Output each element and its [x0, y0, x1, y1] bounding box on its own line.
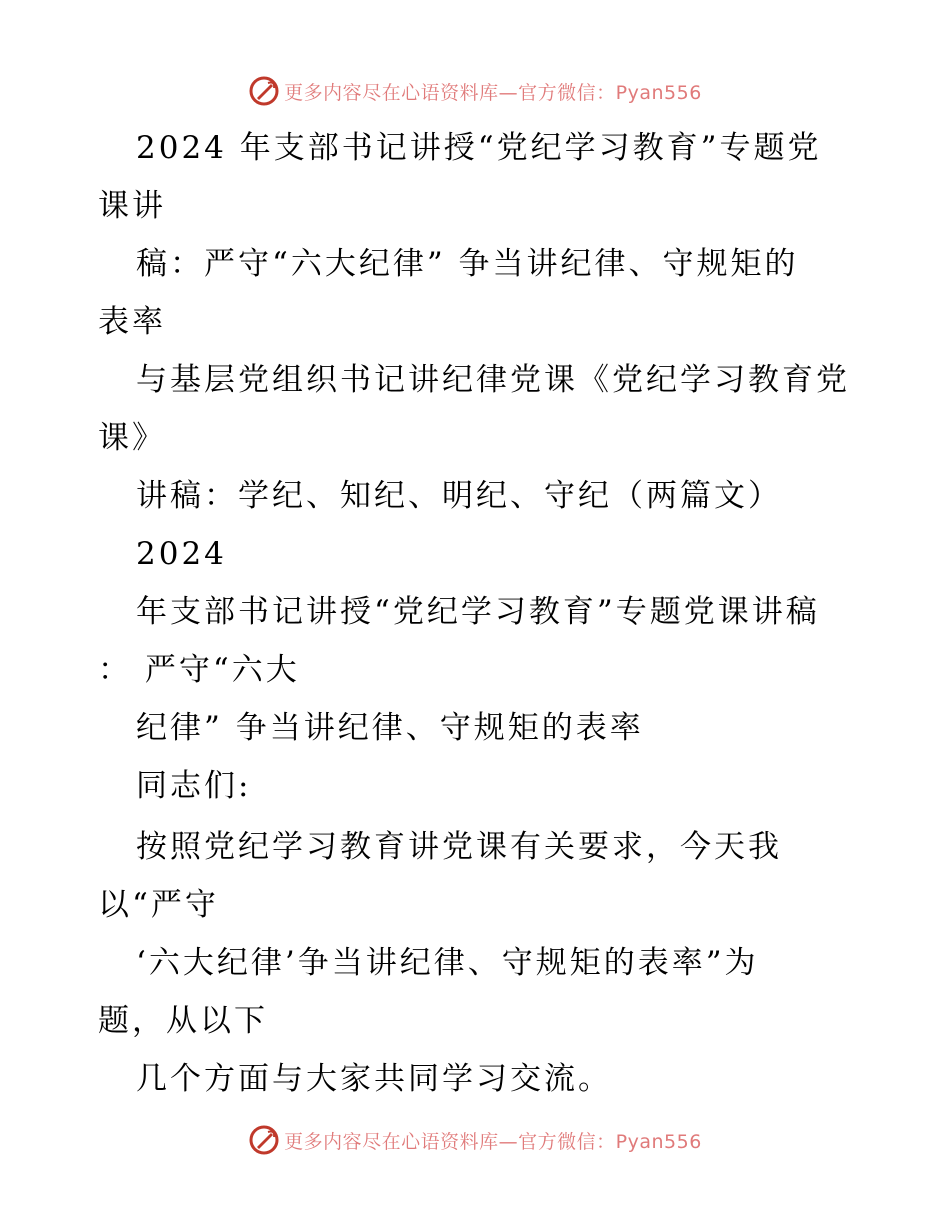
section-title-line-3: 纪律” 争当讲纪律、守规矩的表率	[136, 710, 644, 746]
title-line-1: 2024 年支部书记讲授“党纪学习教育”专题党	[136, 130, 822, 166]
section-title-line-1: 年支部书记讲授“党纪学习教育”专题党课讲稿	[136, 594, 820, 630]
section-year-line: 2024	[136, 536, 227, 572]
title-line-7: 讲稿：学纪、知纪、明纪、守纪（两篇文）	[136, 478, 782, 514]
paragraph-line-4: 题，从以下	[98, 1003, 268, 1039]
paragraph-line-2: 以“严守	[98, 887, 219, 923]
watermark-text: 更多内容尽在心语资料库—官方微信：Pyan556	[284, 1130, 702, 1153]
section-title-line-2: ： 严守“六大	[98, 652, 300, 688]
footer-watermark	[0, 1120, 950, 1160]
paragraph-line-5: 几个方面与大家共同学习交流。	[136, 1061, 612, 1097]
quill-logo-icon	[248, 1124, 280, 1156]
title-line-2: 课讲	[98, 188, 166, 224]
paragraph-line-3: ‘六大纪律’争当讲纪律、守规矩的表率”为	[136, 945, 759, 981]
title-line-5: 与基层党组织书记讲纪律党课《党纪学习教育党	[136, 362, 850, 398]
title-line-6: 课》	[98, 420, 166, 456]
header-watermark	[0, 71, 950, 111]
title-line-4: 表率	[98, 304, 166, 340]
quill-logo-icon	[248, 75, 280, 107]
paragraph-line-1: 按照党纪学习教育讲党课有关要求，今天我	[136, 829, 782, 865]
salutation: 同志们:	[136, 768, 252, 804]
title-line-3: 稿：严守“六大纪律” 争当讲纪律、守规矩的	[136, 246, 799, 282]
watermark-text: 更多内容尽在心语资料库—官方微信：Pyan556	[284, 81, 702, 104]
